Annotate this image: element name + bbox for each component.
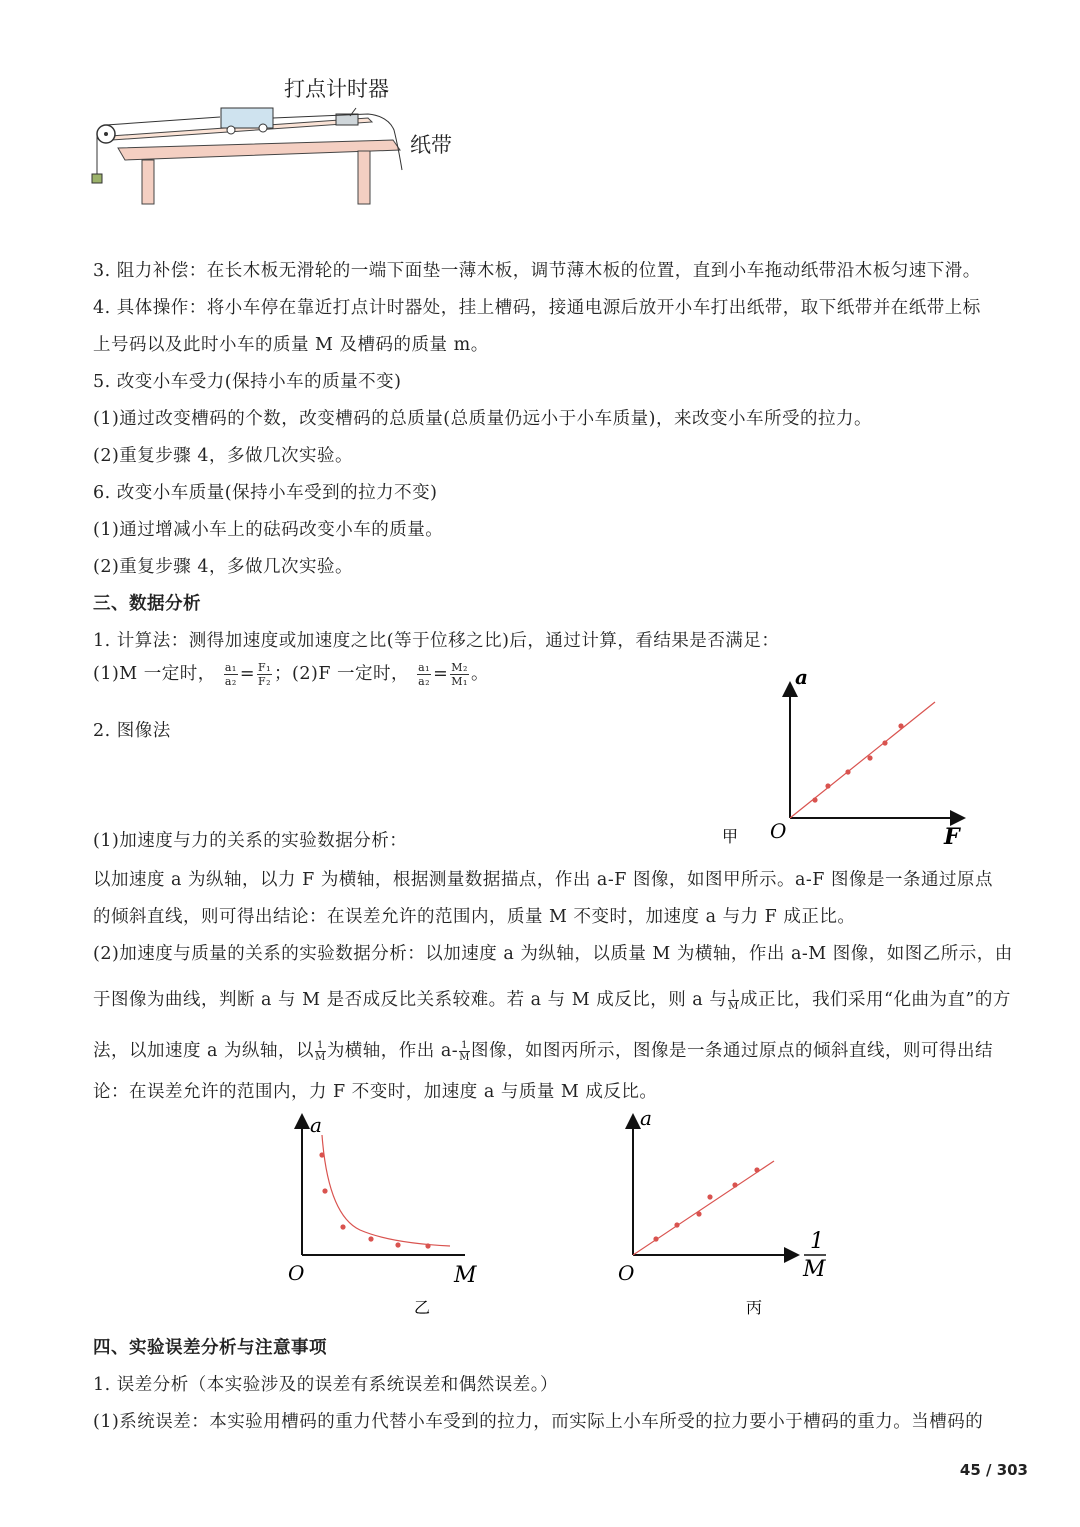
label-timer: 打点计时器 bbox=[284, 77, 389, 101]
jia-point bbox=[882, 740, 887, 745]
formula-b: ；(2)F 一定时， bbox=[274, 664, 410, 684]
yi-point bbox=[322, 1188, 327, 1193]
yi-point bbox=[340, 1224, 345, 1229]
section-4-heading: 四、实验误差分析与注意事项 bbox=[93, 1338, 327, 1358]
page-number: 45 / 303 bbox=[959, 1461, 1028, 1479]
label-tape: 纸带 bbox=[410, 133, 452, 157]
formula-line: (1)M 一定时， $\frac{\text{a₁}}{\text{a₂}}$ = $\frac{\text{F₁}}{\text{F₂}}$ ；(2)F 一定时， $\frac{\text{a₁}}{\text{a₂}}$ = $\frac{\text{M₂}}{\text{M₁}}$ 。 bbox=[93, 661, 489, 688]
am-para-4: 论：在误差允许的范围内，力 F 不变时，加速度 a 与质量 M 成反比。 bbox=[93, 1082, 658, 1102]
fraction-m2-m1: $\frac{\text{M₂}}{\text{M₁}}$ bbox=[451, 661, 468, 688]
inv-m-fraction: $\frac{1}{M}$ bbox=[728, 989, 740, 1012]
formula-end: 。 bbox=[470, 664, 489, 684]
yi-point bbox=[319, 1152, 324, 1157]
yi-y-label: a bbox=[310, 1113, 322, 1137]
step-5-1: (1)通过改变槽码的个数，改变槽码的总质量(总质量仍远小于小车质量)，来改变小车所受的拉力。 bbox=[93, 409, 872, 429]
jia-fit-line bbox=[790, 702, 935, 818]
inv-m-fraction: $\frac{1}{M}$ bbox=[459, 1040, 470, 1063]
jia-y-label: a bbox=[795, 665, 808, 689]
fraction-a1-a2: $\frac{\text{a₁}}{\text{a₂}}$ bbox=[224, 661, 237, 688]
fraction-a1-a2-b: $\frac{\text{a₁}}{\text{a₂}}$ bbox=[418, 661, 431, 688]
systematic-error: (1)系统误差：本实验用槽码的重力代替小车受到的拉力，而实际上小车所受的拉力要小于槽码的重力。当槽码的 bbox=[93, 1412, 984, 1432]
step-3: 3. 阻力补偿：在长木板无滑轮的一端下面垫一薄木板，调节薄木板的位置，直到小车拖动纸带沿木板匀速下滑。 bbox=[93, 261, 981, 281]
step-6: 6. 改变小车质量(保持小车受到的拉力不变) bbox=[93, 483, 438, 503]
bing-point bbox=[674, 1222, 679, 1227]
error-analysis: 1. 误差分析（本实验涉及的误差有系统误差和偶然误差。） bbox=[93, 1375, 559, 1395]
step-6-1: (1)通过增减小车上的砝码改变小车的质量。 bbox=[93, 520, 444, 540]
yi-curve bbox=[322, 1135, 450, 1246]
am-para-3: 法，以加速度 a 为纵轴，以 $\frac{1}{M}$为横轴，作出 a- $\frac{1}{M}$图像，如图丙所示，图像是一条通过原点的倾斜直线，则可得出结 bbox=[93, 1040, 993, 1063]
graph-method: 2. 图像法 bbox=[93, 721, 171, 741]
af-para-2: 的倾斜直线，则可得出结论：在误差允许的范围内，质量 M 不变时，加速度 a 与力 F 成正比。 bbox=[93, 907, 856, 927]
step-5: 5. 改变小车受力(保持小车的质量不变) bbox=[93, 372, 402, 392]
inv-m-fraction: $\frac{1}{M}$ bbox=[315, 1040, 326, 1063]
bing-point bbox=[696, 1211, 701, 1216]
bing-x-label-den: M bbox=[803, 1257, 826, 1282]
step-5-2: (2)重复步骤 4，多做几次实验。 bbox=[93, 446, 353, 466]
jia-x-label: F bbox=[944, 824, 960, 850]
jia-point bbox=[867, 755, 872, 760]
bing-point bbox=[653, 1236, 658, 1241]
graph-bing bbox=[600, 1105, 840, 1320]
bing-caption: 丙 bbox=[746, 1298, 763, 1317]
calc-method: 1. 计算法：测得加速度或加速度之比(等于位移之比)后，通过计算，看结果是否满足： bbox=[93, 631, 780, 651]
af-title: (1)加速度与力的关系的实验数据分析： bbox=[93, 831, 408, 851]
fraction-f1-f2: $\frac{\text{F₁}}{\text{F₂}}$ bbox=[258, 661, 272, 688]
am-para-1: (2)加速度与质量的关系的实验数据分析：以加速度 a 为纵轴，以质量 M 为横轴，作出 a-M 图像，如图乙所示，由 bbox=[93, 944, 1013, 964]
graph-jia bbox=[700, 660, 980, 855]
apparatus-figure bbox=[88, 70, 488, 210]
yi-point bbox=[425, 1243, 430, 1248]
am-para-2: 于图像为曲线，判断 a 与 M 是否成反比关系较难。若 a 与 M 成反比，则 a 与 $\frac{1}{M}$成正比，我们采用“化曲为直”的方 bbox=[93, 989, 1011, 1012]
jia-caption: 甲 bbox=[722, 827, 739, 846]
step-4: 4. 具体操作：将小车停在靠近打点计时器处，挂上槽码，接通电源后放开小车打出纸带，取下纸带并在纸带上标 bbox=[93, 298, 981, 318]
jia-point bbox=[812, 797, 817, 802]
bing-fit-line bbox=[633, 1161, 774, 1255]
yi-point bbox=[368, 1236, 373, 1241]
step-6-2: (2)重复步骤 4，多做几次实验。 bbox=[93, 557, 353, 577]
graph-yi bbox=[280, 1105, 490, 1320]
jia-point bbox=[845, 769, 850, 774]
bing-point bbox=[732, 1182, 737, 1187]
formula-a: (1)M 一定时， bbox=[93, 664, 216, 684]
section-3-heading: 三、数据分析 bbox=[93, 594, 201, 614]
jia-point bbox=[898, 723, 903, 728]
jia-point bbox=[825, 783, 830, 788]
yi-caption: 乙 bbox=[414, 1298, 431, 1317]
bing-origin: O bbox=[618, 1261, 635, 1285]
af-para-1: 以加速度 a 为纵轴，以力 F 为横轴，根据测量数据描点，作出 a-F 图像，如图甲所示。a-F 图像是一条通过原点 bbox=[93, 870, 993, 890]
bing-y-label: a bbox=[640, 1106, 652, 1130]
yi-origin: O bbox=[288, 1261, 305, 1285]
step-4-cont: 上号码以及此时小车的质量 M 及槽码的质量 m。 bbox=[93, 335, 489, 355]
yi-x-label: M bbox=[454, 1263, 477, 1288]
bing-point bbox=[754, 1167, 759, 1172]
yi-point bbox=[395, 1242, 400, 1247]
bing-x-label-num: 1 bbox=[810, 1229, 824, 1254]
yi-points bbox=[319, 1152, 430, 1248]
bing-point bbox=[707, 1194, 712, 1199]
jia-origin: O bbox=[770, 819, 787, 843]
